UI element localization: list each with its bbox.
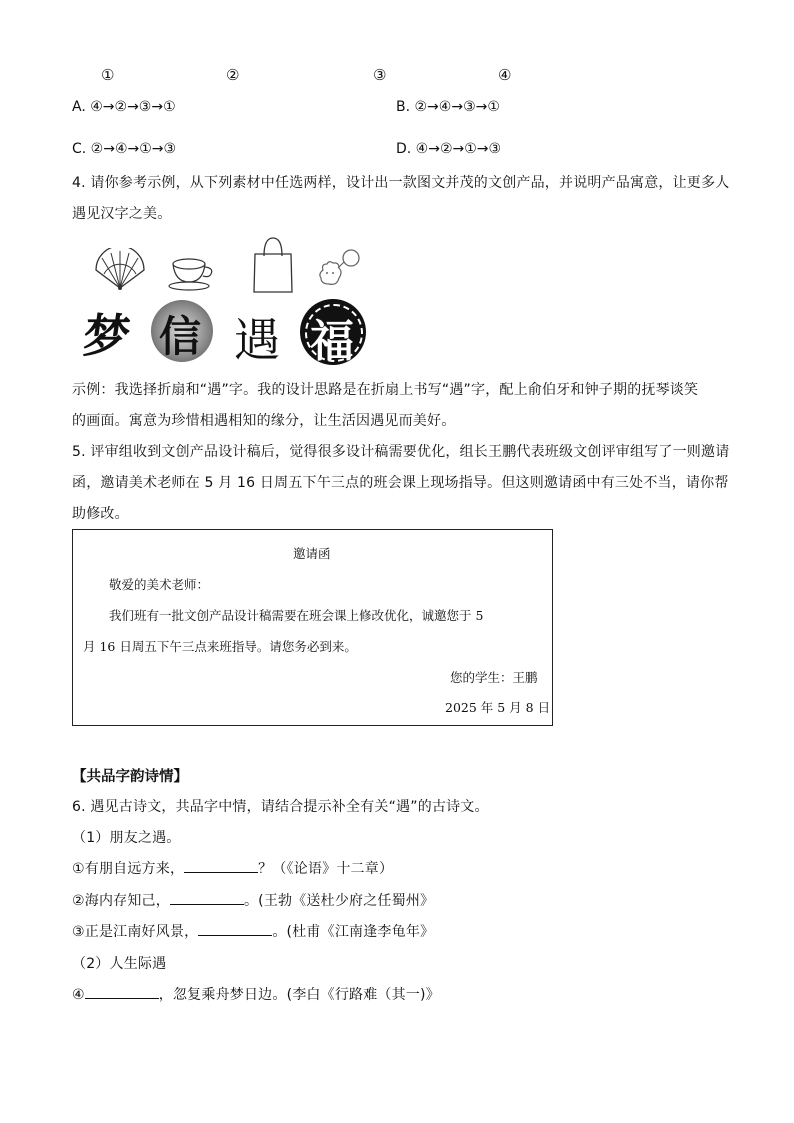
folding-fan-icon [92, 248, 148, 292]
q6-item4-suffix: ，忽复乘舟梦日边。(李白《行路难（其一)》 [158, 987, 440, 1003]
option-c: C. ②→④→①→③ [72, 141, 177, 157]
letter-date: 2025 年 5 月 8 日 [445, 700, 551, 715]
q5-text-line3: 助修改。 [72, 506, 129, 522]
q6-sub2: （2）人生际遇 [72, 956, 167, 972]
q5-text-line1: 5. 评审组收到文创产品设计稿后，觉得很多设计稿需要优化，组长王鹏代表班级文创评审组写了一则邀请 [72, 444, 730, 460]
answer-blank-4[interactable] [85, 984, 159, 999]
q6-item2-suffix: 。(王勃《送杜少府之任蜀州》 [243, 893, 435, 909]
invitation-letter [72, 529, 553, 726]
answer-blank-1[interactable] [184, 858, 258, 873]
option-b: B. ②→④→③→① [396, 99, 500, 115]
answer-blank-2[interactable] [170, 890, 244, 905]
tea-cup-icon [167, 256, 217, 292]
word-cloud-letter-char-text: 信 [159, 312, 202, 361]
q4-example-line2: 的画面。寓意为珍惜相遇相知的缘分，让生活因遇见而美好。 [72, 413, 456, 429]
q6-item3-suffix: 。(杜甫《江南逢李龟年》 [272, 924, 435, 940]
q6-sub1: （1）朋友之遇。 [72, 830, 181, 846]
word-cloud-letter-char [151, 300, 213, 362]
letter-body-line2: 月 16 日周五下午三点来班指导。请您务必到来。 [83, 639, 357, 654]
q6-item1 [72, 858, 393, 878]
figure-number-3: ③ [373, 66, 387, 84]
q4-example-line1: 示例：我选择折扇和“遇”字。我的设计思路是在折扇上书写“遇”字，配上俞伯牙和钟子期的抚琴谈笑 [72, 382, 699, 398]
answer-blank-3[interactable] [198, 921, 272, 936]
calligraphy-dream-char-text: 梦 [79, 309, 134, 363]
figure-number-1: ① [101, 66, 115, 84]
q6-item4-prefix: ④ [72, 987, 85, 1003]
calligraphy-dream-char [79, 300, 142, 363]
q4-text-line2: 遇见汉字之美。 [72, 206, 172, 222]
letter-signature: 您的学生：王鹏 [450, 670, 538, 685]
q6-intro: 6. 遇见古诗文，共品字中情，请结合提示补全有关“遇”的古诗文。 [72, 799, 489, 815]
letter-title: 邀请函 [293, 546, 331, 561]
keychain-icon [313, 248, 363, 292]
letter-body-line1: 我们班有一批文创产品设计稿需要在班会课上修改优化，诚邀您于 5 [109, 608, 484, 623]
figure-number-4: ④ [498, 66, 512, 84]
encounter-char-text: 遇 [234, 313, 280, 367]
fortune-seal-char-text: 福 [310, 316, 354, 367]
q4-text-line1: 4. 请你参考示例，从下列素材中任选两样，设计出一款图文并茂的文创产品，并说明产品寓意，让更多人 [72, 175, 730, 191]
q6-item2-prefix: ②海内存知己， [72, 893, 170, 909]
encounter-char [234, 304, 280, 370]
tote-bag-icon [251, 236, 295, 294]
q6-item3-prefix: ③正是江南好风景， [72, 924, 199, 940]
option-d: D. ④→②→①→③ [396, 141, 502, 157]
letter-greeting: 敬爱的美术老师： [109, 577, 210, 592]
q6-item3 [72, 921, 434, 941]
q6-item1-suffix: ？（《论语》十二章） [258, 861, 394, 877]
option-a: A. ④→②→③→① [72, 99, 176, 115]
q5-text-line2: 函，邀请美术老师在 5 月 16 日周五下午三点的班会课上现场指导。但这则邀请函中有三处不当，请你帮 [72, 475, 729, 491]
section-title: 【共品字韵诗情】 [72, 769, 188, 785]
figure-number-2: ② [226, 66, 240, 84]
q6-item1-prefix: ①有朋自远方来， [72, 861, 185, 877]
fortune-seal-char [300, 299, 366, 365]
q6-item4 [72, 984, 440, 1004]
q6-item2 [72, 890, 434, 910]
